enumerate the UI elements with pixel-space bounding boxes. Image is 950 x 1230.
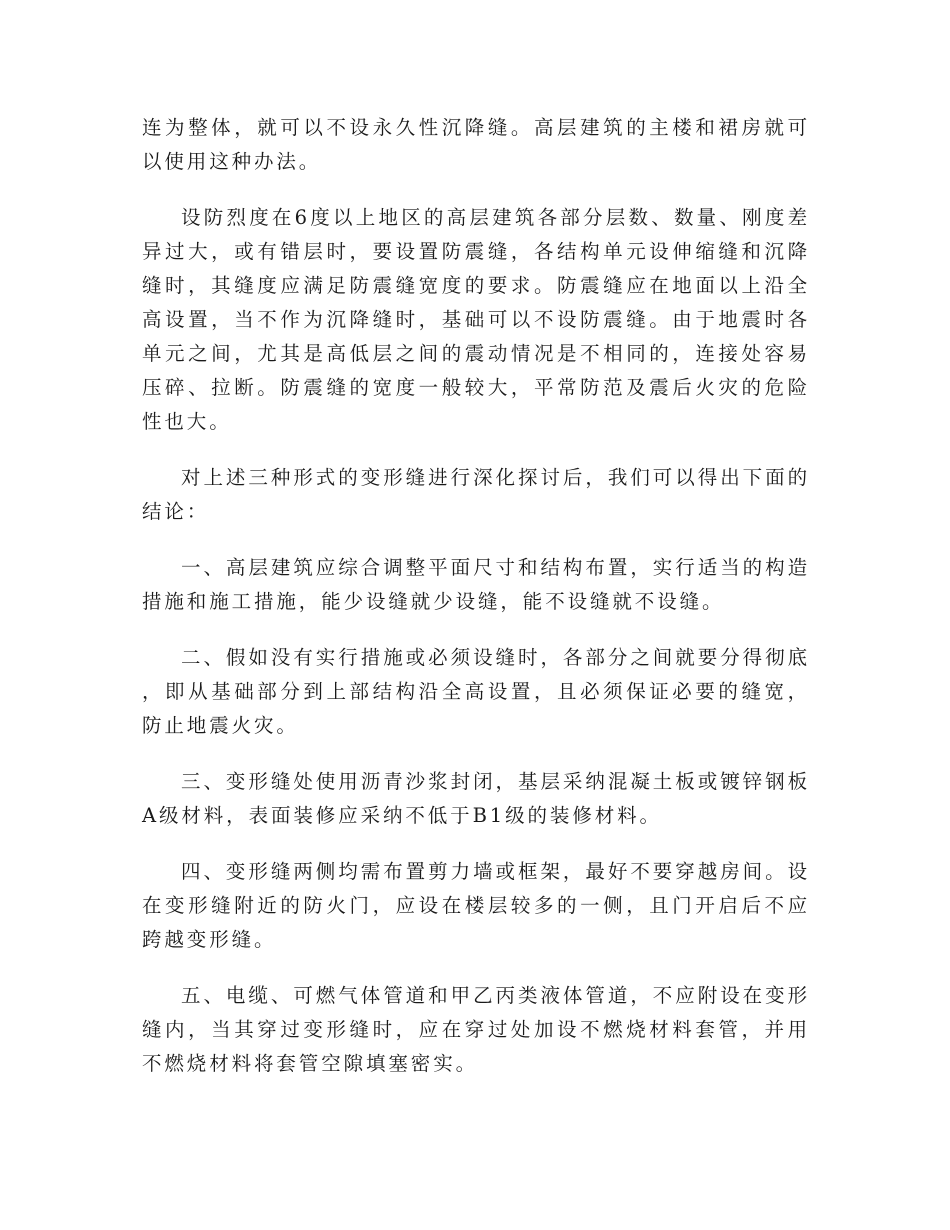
paragraph-point-3: 三、变形缝处使用沥青沙浆封闭，基层采纳混凝土板或镀锌钢板A级材料，表面装修应采纳不低于B1级的装修材料。 [142,770,810,827]
paragraph-seismic-joint: 设防烈度在6度以上地区的高层建筑各部分层数、数量、刚度差异过大，或有错层时，要设置防震缝，各结构单元设伸缩缝和沉降缝时，其缝度应满足防震缝宽度的要求。防震缝应在地面以上沿全高设置，当不作为沉降缝时，基础可以不设防震缝。由于地震时各单元之间，尤其是高低层之间的震动情况是不相同的，连接处容易压碎、拉断。防震缝的宽度一般较大，平常防范及震后火灾的危险性也大。 [142,206,810,433]
paragraph-point-2: 二、假如没有实行措施或必须设缝时，各部分之间就要分得彻底，即从基础部分到上部结构沿全高设置，且必须保证必要的缝宽，防止地震火灾。 [142,646,810,737]
paragraph-point-4: 四、变形缝两侧均需布置剪力墙或框架，最好不要穿越房间。设在变形缝附近的防火门，应设在楼层较多的一侧，且门开启后不应跨越变形缝。 [142,860,810,951]
paragraph-conclusion-intro: 对上述三种形式的变形缝进行深化探讨后，我们可以得出下面的结论： [142,466,810,523]
paragraph-point-5: 五、电缆、可燃气体管道和甲乙丙类液体管道，不应附设在变形缝内，当其穿过变形缝时，应在穿过处加设不燃烧材料套管，并用不燃烧材料将套管空隙填塞密实。 [142,984,810,1075]
paragraph-continuation: 连为整体，就可以不设永久性沉降缝。高层建筑的主楼和裙房就可以使用这种办法。 [142,116,810,173]
paragraph-point-1: 一、高层建筑应综合调整平面尺寸和结构布置，实行适当的构造措施和施工措施，能少设缝就少设缝，能不设缝就不设缝。 [142,556,810,613]
document-body [142,111,810,1103]
